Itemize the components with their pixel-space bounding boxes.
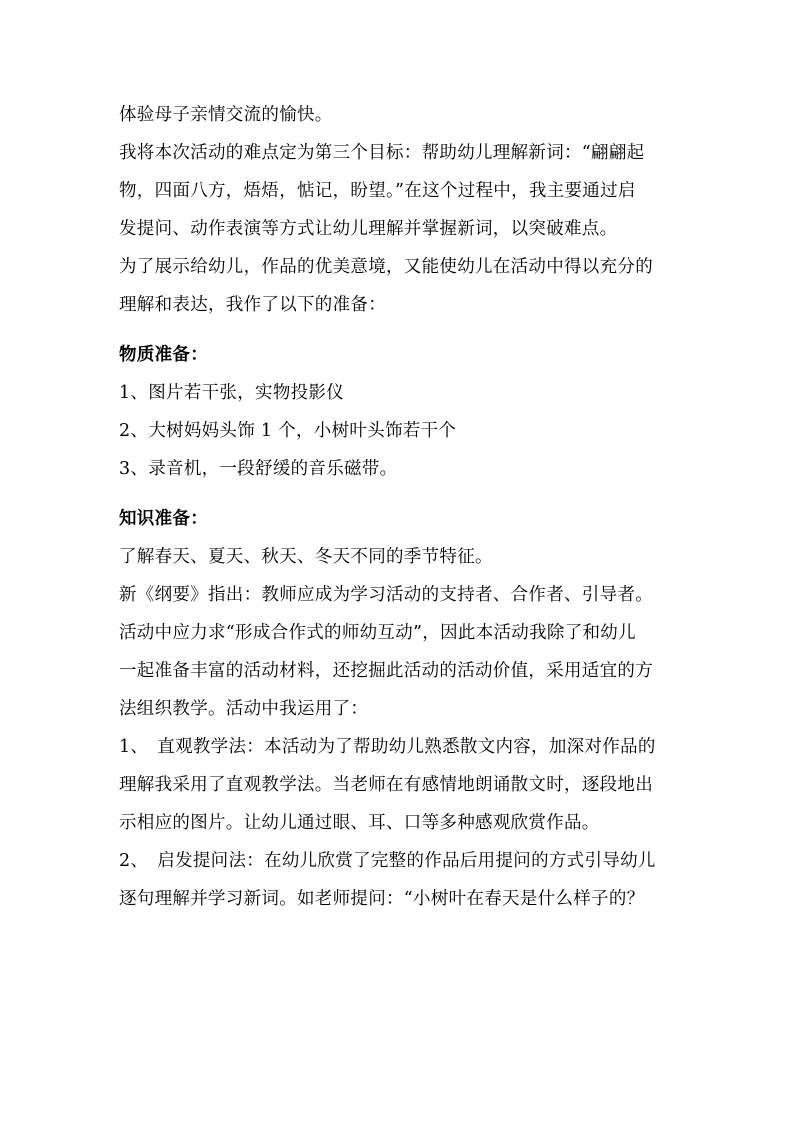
paragraph-line: 我将本次活动的难点定为第三个目标：帮助幼儿理解新词：“翩翩起 xyxy=(119,143,645,163)
paragraph-line: 为了展示给幼儿，作品的优美意境，又能使幼儿在活动中得以充分的 xyxy=(119,257,653,277)
paragraph-line: 物，四面八方，焐焐，惦记，盼望。”在这个过程中，我主要通过启 xyxy=(119,181,636,201)
knowledge-heading: 知识准备： xyxy=(119,509,208,529)
material-item: 2、大树妈妈头饰 1 个，小树叶头饰若干个 xyxy=(119,421,457,441)
material-item: 3、录音机，一段舒缓的音乐磁带。 xyxy=(119,459,398,479)
paragraph-line: 发提问、动作表演等方式让幼儿理解并掌握新词，以突破难点。 xyxy=(119,219,618,239)
paragraph-line: 理解我采用了直观教学法。当老师在有感情地朗诵散文时，逐段地出 xyxy=(119,775,653,795)
paragraph-line: 2、 启发提问法：在幼儿欣赏了完整的作品后用提问的方式引导幼儿 xyxy=(119,851,656,871)
paragraph-line: 理解和表达，我作了以下的准备： xyxy=(119,295,386,315)
paragraph-line: 活动中应力求“形成合作式的师幼互动”，因此本活动我除了和幼儿 xyxy=(119,623,636,643)
paragraph-line: 新《纲要》指出：教师应成为学习活动的支持者、合作者、引导者。 xyxy=(119,585,653,605)
material-item: 1、图片若干张，实物投影仪 xyxy=(119,383,345,403)
paragraph-line: 1、 直观教学法：本活动为了帮助幼儿熟悉散文内容，加深对作品的 xyxy=(119,737,656,757)
paragraph-line: 法组织教学。活动中我运用了： xyxy=(119,699,369,719)
paragraph-line: 一起准备丰富的活动材料，还挖掘此活动的活动价值，采用适宜的方 xyxy=(119,661,653,681)
paragraph-line: 逐句理解并学习新词。如老师提问：“小树叶在春天是什么样子的？ xyxy=(119,889,645,909)
paragraph-line: 体验母子亲情交流的愉快。 xyxy=(119,105,333,125)
document-page xyxy=(119,96,679,918)
material-heading: 物质准备： xyxy=(119,345,208,365)
paragraph-line: 示相应的图片。让幼儿通过眼、耳、口等多种感观欣赏作品。 xyxy=(119,813,600,833)
paragraph-line: 了解春天、夏天、秋天、冬天不同的季节特征。 xyxy=(119,547,493,567)
